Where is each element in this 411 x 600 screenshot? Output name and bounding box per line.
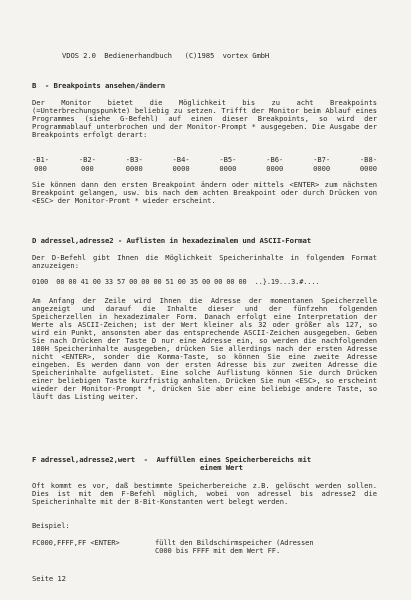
- section-f-title-continued: einem Wert: [200, 463, 243, 472]
- section-b-paragraph1: Der Monitor bietet die Möglichkeit bis zu acht Breakpoints (=Unterbrechungspunkte) beliebig zu setzen. Trifft der Monitor beim Ablauf eines Programmes (siehe G-Befehl) auf einen dieser Breakpoints, so wird der Programmablauf unterbrochen und der Monitor-Prompt * ausgegeben. Die Ausgabe der Breakpoints erfolgt derart:: [32, 98, 377, 139]
- section-f-paragraph1: Oft kommt es vor, daß bestimmte Speicherbereiche z.B. gelöscht werden sollen. Dies ist mit dem F-Befehl möglich, wobei von adressel bis adresse2 die Speicherinhalte mit der 8-Bit-Konstanten wert belegt werden.: [32, 481, 377, 506]
- section-d-paragraph1: Der D-Befehl gibt Ihnen die Möglichkeit Speicherinhalte in folgendem Format anzuzeigen:: [32, 253, 377, 270]
- example-description-continued: C000 bis FFFF mit dem Wert FF.: [155, 546, 281, 555]
- section-d-title: D adressel,adresse2 - Auflisten in hexadezimalem und ASCII-Format: [32, 236, 312, 245]
- hex-dump-example: 0100 00 00 41 00 33 57 00 00 00 51 00 35 00 00 00 00 ..}.19...3.#....: [32, 278, 320, 286]
- breakpoint-6: -B6- 0000: [266, 155, 284, 173]
- example-description: füllt den Bildschirmspeicher (Adressen: [155, 538, 314, 547]
- section-d-paragraph2: Am Anfang der Zeile wird Ihnen die Adresse der momentanen Speicherzelle angezeigt und darauf die Inhalte dieser und der fünfzehn folgenden Speicherzellen in hexadezimaler Form. Danach erfolgt eine Interpretation der Werte als ASCII-Zeichen; ist der Wert kleiner als 32 oder größer als 127, so wird ein Punkt, ansonsten aber das entsprechende ASCII-Zeichen ausgegeben. Geben Sie nach Drücken der Taste D nur eine Adresse ein, so werden die nachfolgenden 100H Speicherinhalte ausgegeben, drücken Sie allerdings nach der ersten Adresse nicht <ENTER>, sonder die Komma-Taste, so können Sie eine zweite Adresse eingeben. Es werden dann von der ersten Adresse bis zur zweiten Adresse die Speicherinhalte aufgelistet. Eine solche Auflistung können Sie durch Drücken einer beliebigen Taste kurzfristig anhalten. Drücken Sie nun <ESC>, so erscheint wieder der Monitor-Prompt *, drücken Sie aber eine beliebige andere Taste, so läuft das Listing weiter.: [32, 296, 377, 401]
- breakpoint-2: -B2- 000: [78, 155, 96, 173]
- breakpoint-4: -B4- 0000: [172, 155, 190, 173]
- breakpoint-8: -B8- 0000: [359, 155, 377, 173]
- page-number: Seite 12: [32, 574, 66, 583]
- breakpoint-3: -B3- 0000: [125, 155, 143, 173]
- page-header: VDOS 2.0 Bedienerhandbuch (C)1985 vortex GmbH: [62, 51, 270, 60]
- section-f-title: F adressel,adresse2,wert - Auffüllen eines Speicherbereichs mit: [32, 455, 312, 464]
- breakpoint-1: -B1- 000: [32, 155, 50, 173]
- example-label: Beispiel:: [32, 521, 70, 530]
- breakpoint-5: -B5- 0000: [219, 155, 237, 173]
- example-command: FC000,FFFF,FF <ENTER>: [32, 538, 120, 547]
- section-b-paragraph2: Sie können dann den ersten Breakpoint ändern oder mittels <ENTER> zum nächsten Breakpoint gelangen, usw. bis nach dem achten Breakpoint oder durch Drücken von <ESC> der Monitor-Promt * wieder erscheint.: [32, 180, 377, 205]
- breakpoint-list: [32, 155, 377, 173]
- section-b-title: B - Breakpoints ansehen/ändern: [32, 81, 166, 90]
- breakpoint-7: -B7- 0000: [313, 155, 331, 173]
